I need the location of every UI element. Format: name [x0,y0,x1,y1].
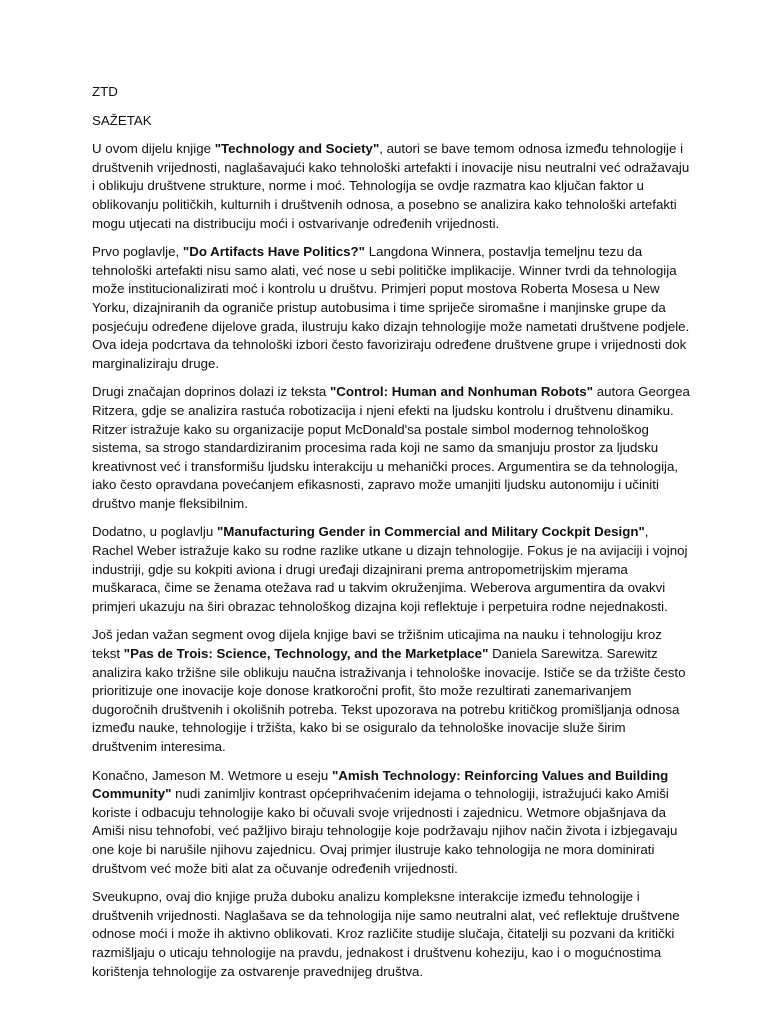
text-run: Daniela Sarewitza. Sarewitz analizira kako tržišne sile oblikuju naučna istraživanja i tehnološke inovacije. Ističe se da tržište često prioritizuje one inovacije koje donose kratkoročni profit, što može rezultirati zanemarivanjem dugoročnih društvenih i okolišnih potreba. Tekst upozorava na potrebu kritičkog promišljanja odnosa između nauke, tehnologije i tržišta, kako bi se osiguralo da tehnološke inovacije služe širim društvenim interesima. [92,646,686,754]
text-run: Konačno, Jameson M. Wetmore u eseju [92,767,332,783]
text-run: Sveukupno, ovaj dio knjige pruža duboku analizu kompleksne interakcije između tehnologije i društvenih vrijednosti. Naglašava se da tehnologija nije samo neutralni alat, već reflektuje društvene odnose moći i može ih aktivno oblikovati. Kroz različite studije slučaja, čitatelji su pozvani da kritički razmišljaju o uticaju tehnologije na pravdu, jednakost i društvenu koheziju, kao i o mogućnostima korištenja tehnologije za ostvarenje pravednijeg društva. [92,889,680,979]
text-run: U ovom dijelu knjige [92,141,215,157]
text-run: , autori se bave temom odnosa između tehnologije i društvenih vrijednosti, naglašavajući kako tehnološki artefakti i inovacije nisu neutralni već odražavaju i oblikuju društvene strukture, norme i moć. Tehnologija se ovdje razmatra kao ključan faktor u oblikovanju političkih, kulturnih i društvenih odnosa, a posebno se analizira kako tehnološki artefakti mogu utjecati na distribuciju moći i ostvarivanje određenih vrijednosti. [92,141,690,231]
paragraph-7 [92,888,690,981]
work-title: "Manufacturing Gender in Commercial and Military Cockpit Design" [216,524,645,540]
paragraph-4 [92,523,690,616]
work-title: "Pas de Trois: Science, Technology, and the Marketplace" [123,646,489,662]
text-run: Još jedan važan segment ovog dijela knjige bavi se tržišnim uticajima na nauku i tehnologiju kroz tekst [92,627,662,662]
text-run: Drugi značajan doprinos dolazi iz teksta [92,384,330,400]
text-run: Prvo poglavlje, [92,244,183,260]
document-header: ZTD [92,84,118,99]
paragraph-3 [92,383,690,513]
paragraph-6 [92,767,690,879]
paragraph-1 [92,140,690,233]
section-title: SAŽETAK [92,112,152,128]
work-title: "Amish Technology: Reinforcing Values and Building Community" [92,767,669,802]
work-title: "Technology and Society" [214,141,380,157]
paragraph-5 [92,626,690,756]
text-run: Langdona Winnera, postavlja temeljnu tezu da tehnološki artefakti nisu samo alati, već nose u sebi političke implikacije. Winner tvrdi da tehnologija može institucionalizirati moć i kontrolu u društvu. Primjeri poput mostova Roberta Mosesa u New Yorku, dizajniranih da ograniče pristup autobusima i time spriječe siromašne i manjinske grupe da posjećuju određene dijelove grada, ilustruju kako dizajn tehnologije može nametati društvene podjele. Ova ideja podcrtava da tehnološki izbori često favoriziraju određene društvene grupe i vrijednosti dok marginaliziraju druge. [92,244,690,371]
paragraph-2 [92,243,690,373]
text-run: autora Georgea Ritzera, gdje se analizira rastuća robotizacija i njeni efekti na ljudsku kontrolu i društvenu dinamiku. Ritzer istražuje kako su organizacije poput McDonald'sa postale simbol modernog tehnološkog sistema, sa strogo standardiziranim procesima rada koji ne samo da smanjuju prostor za ljudsku kreativnost već i transformišu ljudsku interakciju u mehanički proces. Argumentira se da tehnologija, iako često opravdana povećanjem efikasnosti, zapravo može umanjiti ljudsku autonomiju i učiniti društvo manje fleksibilnim. [92,384,690,511]
text-run: nudi zanimljiv kontrast općeprihvaćenim idejama o tehnologiji, istražujući kako Amiši koriste i odbacuju tehnologije kako bi očuvali svoje vrijednosti i zajednicu. Wetmore objašnjava da Amiši nisu tehnofobi, već pažljivo biraju tehnologije koje podržavaju njihov način života i izbjegavaju one koje bi narušile njihovu zajednicu. Ovaj primjer ilustruje kako tehnologija ne mora dominirati društvom već može biti alat za očuvanje određenih vrijednosti. [92,786,678,876]
text-run: Dodatno, u poglavlju [92,524,217,540]
text-run: , Rachel Weber istražuje kako su rodne razlike utkane u dizajn tehnologije. Fokus je na avijaciji i vojnoj industriji, gdje su kokpiti aviona i drugi uređaji dizajnirani prema antropometrijskim mjerama muškaraca, čime se ženama otežava rad u takvim okruženjima. Weberova argumentira da ovakvi primjeri ukazuju na širi obrazac tehnološkog dizajna koji reflektuje i perpetuira rodne nejednakosti. [92,524,688,614]
work-title: "Control: Human and Nonhuman Robots" [330,384,594,400]
work-title: "Do Artifacts Have Politics?" [182,244,365,260]
